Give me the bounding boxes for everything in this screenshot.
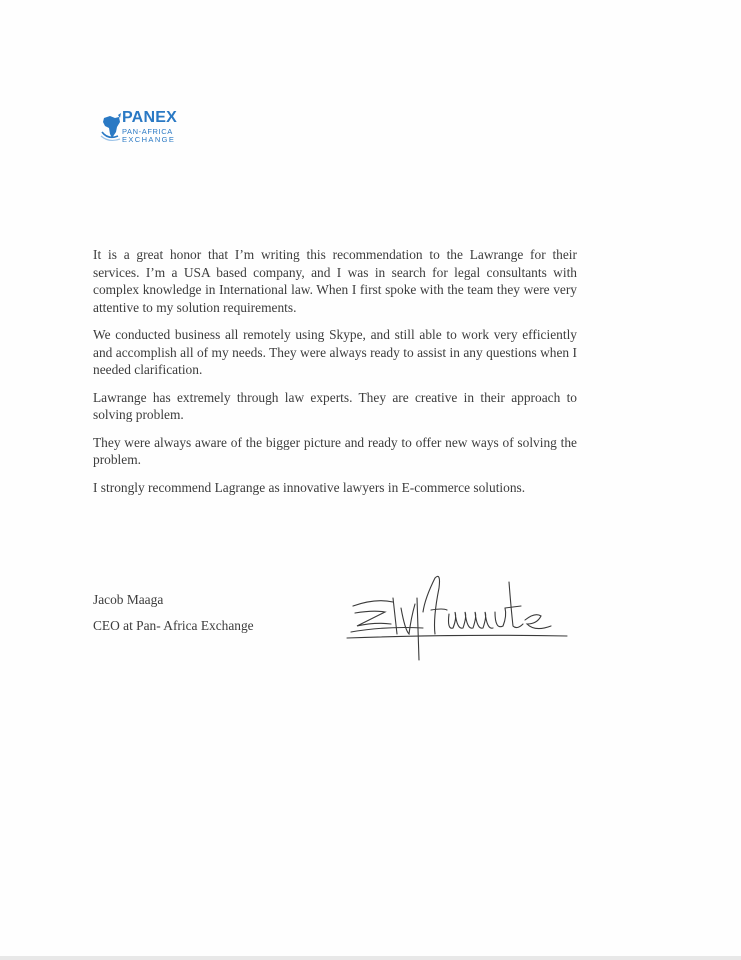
logo-subtitle-2: EXCHANGE (122, 135, 176, 144)
logo-subtitle-1: PAN-AFRICA (122, 127, 173, 136)
signature-block (93, 592, 254, 634)
handwritten-signature (345, 568, 570, 663)
logo-name: PANEX (122, 109, 177, 126)
paragraph-5: I strongly recommend Lagrange as innovative lawyers in E-commerce solutions. (93, 479, 526, 495)
paragraph-3: Lawrange has extremely through law experts. They are creative in their approach to solving problem. (93, 389, 577, 422)
paragraph-1: It is a great honor that I’m writing this recommendation to the Lawrange for their services. I’m a USA based company, and I was in search for legal consultants with complex knowledge in International law. When I first spoke with the team they were very attentive to my solution requirements. (93, 247, 577, 315)
signer-name: Jacob Maaga (93, 592, 164, 607)
paragraph-4: They were always aware of the bigger picture and ready to offer new ways of solving the problem. (93, 434, 577, 467)
letter-body (93, 246, 577, 506)
page-bottom-edge (0, 956, 741, 960)
signer-title: CEO at Pan- Africa Exchange (93, 618, 254, 633)
company-logo (100, 109, 210, 146)
paragraph-2: We conducted business all remotely using Skype, and still able to work very efficiently and accomplish all of my needs. They were always ready to assist in any questions when I needed clarification. (93, 327, 577, 377)
africa-globe-icon (100, 112, 122, 142)
